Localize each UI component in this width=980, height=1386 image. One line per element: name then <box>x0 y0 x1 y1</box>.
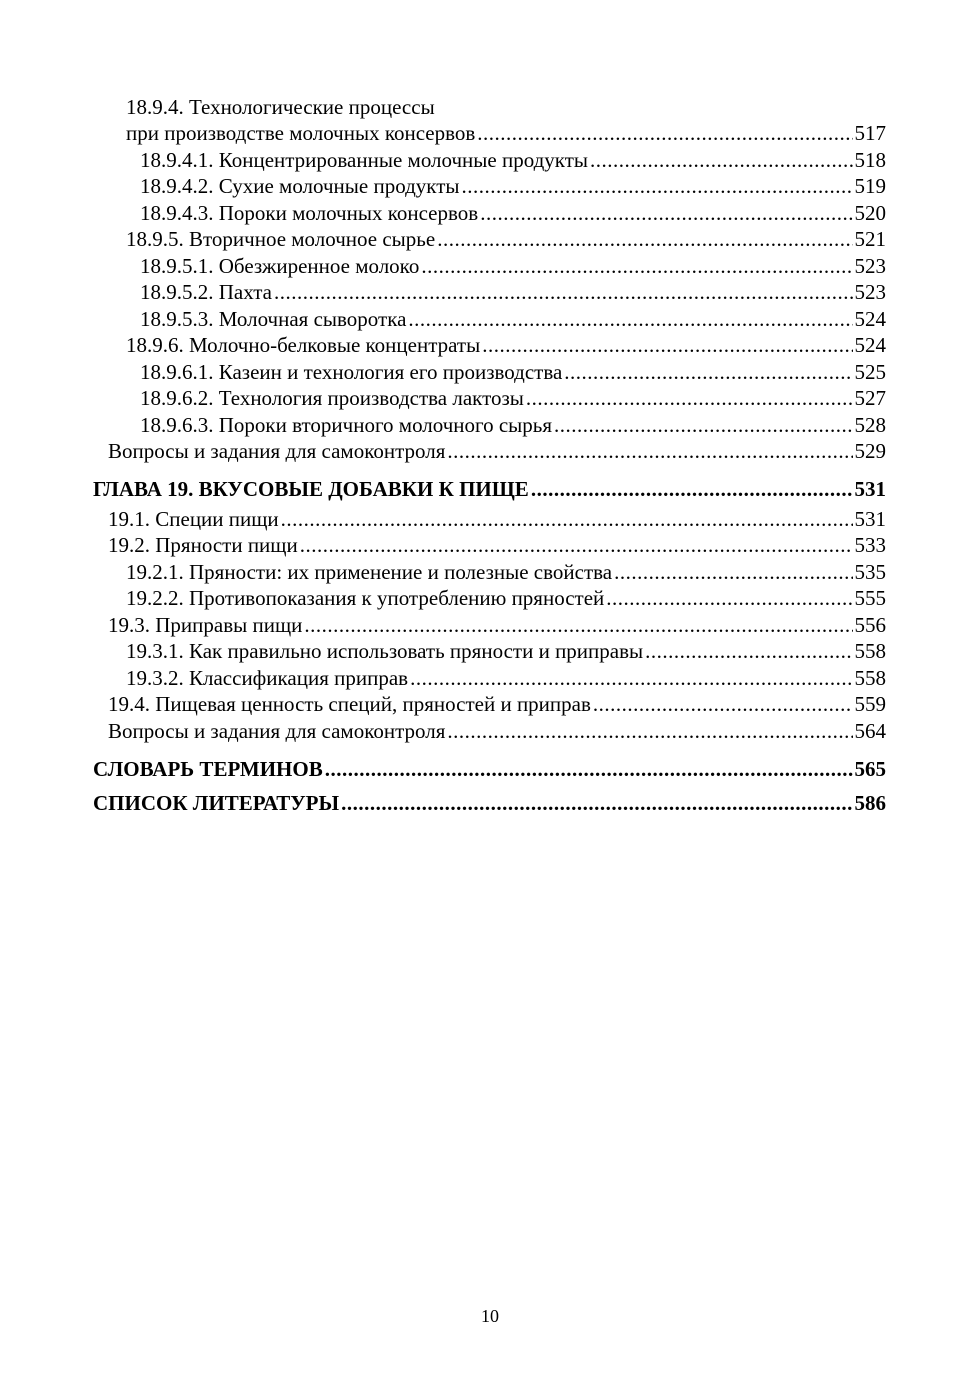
dot-leader <box>447 718 852 744</box>
toc-entry-page: 524 <box>854 307 886 331</box>
toc-entry-title: 18.9.4.3. Пороки молочных консервов <box>140 201 479 225</box>
toc-entry-title: 19.2. Пряности пищи <box>108 533 298 557</box>
toc-entry-title: 18.9.4.2. Сухие молочные продукты <box>140 174 460 198</box>
dot-leader <box>606 585 852 611</box>
toc-entry <box>108 718 886 744</box>
toc-entry <box>126 665 886 691</box>
toc-entry-title: 18.9.6.1. Казеин и технология его производства <box>140 360 563 384</box>
toc-entry-page: 558 <box>854 639 886 663</box>
dot-leader <box>526 385 853 411</box>
toc-entry-page: 523 <box>854 254 886 278</box>
toc-entry-page: 533 <box>854 533 886 557</box>
toc-entry-page: 535 <box>854 560 886 584</box>
toc-entry-page: 531 <box>854 477 886 501</box>
toc-entry <box>108 612 886 638</box>
dot-leader <box>304 612 852 638</box>
toc-entry-page: 517 <box>854 121 886 145</box>
dot-leader <box>325 756 853 782</box>
toc-entry-page: 525 <box>854 360 886 384</box>
toc-entry <box>108 438 886 464</box>
dot-leader <box>593 691 853 717</box>
toc-entry <box>108 506 886 532</box>
toc-entry <box>140 200 886 226</box>
toc-entry-page: 531 <box>854 507 886 531</box>
dot-leader <box>408 306 852 332</box>
toc-entry-title: СПИСОК ЛИТЕРАТУРЫ <box>93 791 340 815</box>
toc-entry <box>126 226 886 252</box>
toc-entry <box>108 691 886 717</box>
toc-entry <box>126 120 886 146</box>
toc-entry-title: 18.9.6.2. Технология производства лактозы <box>140 386 524 410</box>
dot-leader <box>281 506 853 532</box>
dot-leader <box>590 147 853 173</box>
toc-entry <box>140 385 886 411</box>
dot-leader <box>437 226 852 252</box>
toc-entry-page: 528 <box>854 413 886 437</box>
toc-entry-title: Вопросы и задания для самоконтроля <box>108 439 446 463</box>
toc-entry-title: при производстве молочных консервов <box>126 121 476 145</box>
dot-leader <box>477 120 852 146</box>
toc-entry-title: 18.9.5.2. Пахта <box>140 280 272 304</box>
toc-entry-page: 523 <box>854 280 886 304</box>
toc-entry <box>108 532 886 558</box>
dot-leader <box>645 638 852 664</box>
toc-entry-page: 586 <box>854 791 886 815</box>
toc-chapter-heading <box>93 790 886 816</box>
toc-entry-title: 18.9.5.1. Обезжиренное молоко <box>140 254 420 278</box>
toc-entry-title: 19.3.1. Как правильно использовать пряности и приправы <box>126 639 644 663</box>
dot-leader <box>554 412 852 438</box>
toc-entry-title-line1: 18.9.4. Технологические процессы <box>126 95 435 119</box>
toc-entry <box>140 253 886 279</box>
toc-entry-page: 519 <box>854 174 886 198</box>
toc-entry-title: 18.9.6. Молочно-белковые концентраты <box>126 333 481 357</box>
toc-entry <box>140 147 886 173</box>
dot-leader <box>410 665 852 691</box>
toc-entry <box>126 332 886 358</box>
toc-entry-page: 518 <box>854 148 886 172</box>
toc-entry <box>140 412 886 438</box>
toc-entry-title: 19.4. Пищевая ценность специй, пряностей и приправ <box>108 692 591 716</box>
toc-entry-page: 556 <box>854 613 886 637</box>
dot-leader <box>462 173 853 199</box>
toc-entry-page: 555 <box>854 586 886 610</box>
toc-entry-title: 19.3.2. Классификация приправ <box>126 666 409 690</box>
dot-leader <box>564 359 852 385</box>
toc-chapter-heading <box>93 476 886 502</box>
dot-leader <box>341 790 852 816</box>
toc-entry-title: 19.2.1. Пряности: их применение и полезные свойства <box>126 560 613 584</box>
toc-entry-page: 529 <box>854 439 886 463</box>
toc-entry-title: Вопросы и задания для самоконтроля <box>108 719 446 743</box>
dot-leader <box>447 438 852 464</box>
dot-leader <box>421 253 852 279</box>
dot-leader <box>274 279 853 305</box>
toc-entry <box>140 279 886 305</box>
toc-entry <box>140 173 886 199</box>
page-number: 10 <box>481 1306 499 1326</box>
toc-entry-title: 18.9.4.1. Концентрированные молочные продукты <box>140 148 588 172</box>
dot-leader <box>480 200 852 226</box>
toc-entry-title: 19.3. Приправы пищи <box>108 613 303 637</box>
toc-entry-title: 18.9.5. Вторичное молочное сырье <box>126 227 436 251</box>
toc-entry-title: ГЛАВА 19. ВКУСОВЫЕ ДОБАВКИ К ПИЩЕ <box>93 477 529 501</box>
toc-entry-page: 564 <box>854 719 886 743</box>
toc-entry <box>126 585 886 611</box>
toc-entry-page: 558 <box>854 666 886 690</box>
dot-leader <box>614 559 852 585</box>
toc-entry-page: 524 <box>854 333 886 357</box>
dot-leader <box>531 476 853 502</box>
toc-entry <box>126 638 886 664</box>
toc-entry-page: 521 <box>854 227 886 251</box>
toc-entry-title: 19.2.2. Противопоказания к употреблению пряностей <box>126 586 605 610</box>
toc-entry-page: 565 <box>854 757 886 781</box>
dot-leader <box>300 532 853 558</box>
toc-entry-title: СЛОВАРЬ ТЕРМИНОВ <box>93 757 323 781</box>
toc-entry <box>126 559 886 585</box>
toc-chapter-heading <box>93 756 886 782</box>
toc-entry <box>140 306 886 332</box>
toc-entry-title: 18.9.6.3. Пороки вторичного молочного сырья <box>140 413 553 437</box>
toc-entry-page: 527 <box>854 386 886 410</box>
dot-leader <box>482 332 852 358</box>
toc-entry-title: 19.1. Специи пищи <box>108 507 279 531</box>
toc-entry <box>140 359 886 385</box>
toc-entry-page: 559 <box>854 692 886 716</box>
toc-entry-page: 520 <box>854 201 886 225</box>
toc-entry-title: 18.9.5.3. Молочная сыворотка <box>140 307 407 331</box>
